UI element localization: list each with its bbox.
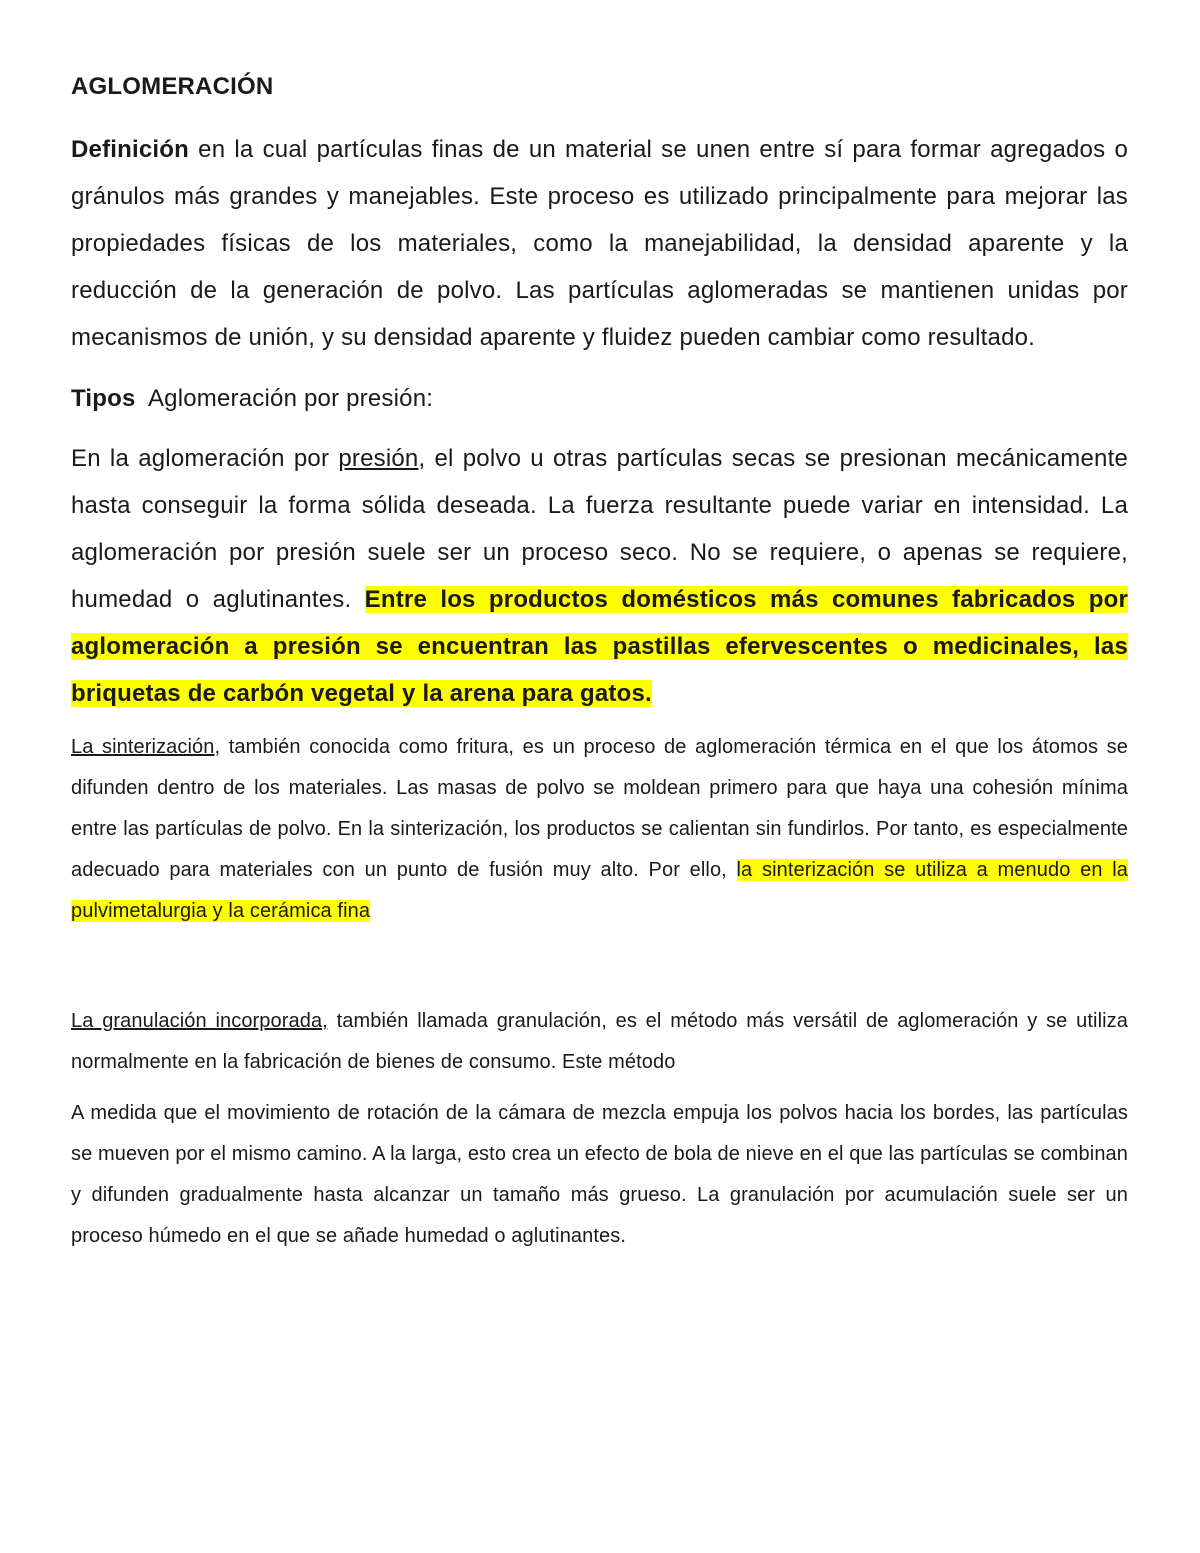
presion-text-after: , el polvo u otras partículas secas se presionan mecánicamente hasta conseguir la forma sólida deseada. La fuerza resultante puede variar en intensidad. La aglomeración por presión suele ser un proceso seco. No se requiere, o apenas se requiere, humedad o aglutinantes.: [71, 445, 1129, 613]
sinterizacion-highlight: la sinterización se utiliza a menudo en la pulvimetalurgia y la cerámica fina: [71, 859, 1128, 922]
granulacion-paragraph: [71, 1001, 1128, 1083]
sinterizacion-paragraph: [71, 727, 1128, 932]
granulacion-text: también llamada granulación, es el método más versátil de aglomeración y se utiliza normalmente en la fabricación de bienes de consumo. Este método: [71, 1010, 1128, 1073]
presion-link[interactable]: presión: [338, 445, 419, 472]
tipos-heading: [71, 375, 1128, 422]
document-page: [71, 70, 1128, 1257]
presion-text-before: En la aglomeración por: [71, 445, 339, 472]
document-title: AGLOMERACIÓN: [71, 73, 274, 100]
definition-text: en la cual partículas finas de un material se unen entre sí para formar agregados o gránulos más grandes y manejables. Este proceso es utilizado principalmente para mejorar las propiedades físicas de los materiales, como la manejabilidad, la densidad aparente y la reducción de la generación de polvo. Las partículas aglomeradas se mantienen unidas por mecanismos de unión, y su densidad aparente y fluidez pueden cambiar como resultado.: [71, 136, 1128, 351]
sinterizacion-link[interactable]: La sinterización: [71, 736, 215, 758]
tipos-label: Tipos: [71, 385, 136, 412]
definition-paragraph: [71, 126, 1128, 361]
presion-highlight: Entre los productos domésticos más comunes fabricados por aglomeración a presión se encuentran las pastillas efervescentes o medicinales, las briquetas de carbón vegetal y la arena para gatos.: [71, 586, 1128, 707]
movimiento-paragraph: A medida que el movimiento de rotación de la cámara de mezcla empuja los polvos hacia los bordes, las partículas se mueven por el mismo camino. A la larga, esto crea un efecto de bola de nieve en el que las partículas se combinan y difunden gradualmente hasta alcanzar un tamaño más grueso. La granulación por acumulación suele ser un proceso húmedo en el que se añade humedad o aglutinantes.: [71, 1102, 1128, 1247]
presion-paragraph: [71, 435, 1128, 717]
tipos-text: Aglomeración por presión:: [135, 385, 434, 412]
sinterizacion-text: , también conocida como fritura, es un proceso de aglomeración térmica en el que los átomos se difunden dentro de los materiales. Las masas de polvo se moldean primero para que haya una cohesión mínima entre las partículas de polvo. En la sinterización, los productos se calientan sin fundirlos. Por tanto, es especialmente adecuado para materiales con un punto de fusión muy alto. Por ello,: [71, 736, 1128, 881]
granulacion-link[interactable]: La granulación incorporada,: [71, 1010, 328, 1032]
definition-label: Definición: [71, 136, 190, 163]
